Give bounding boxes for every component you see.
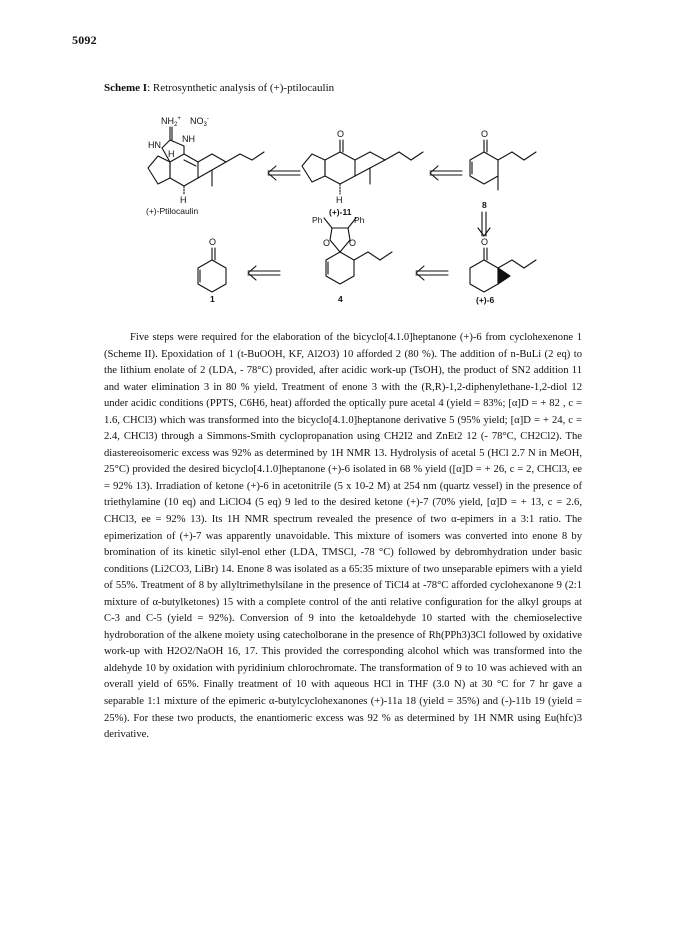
label-compound-ptilocaulin: (+)-Ptilocaulin: [146, 206, 199, 216]
label-o-11: O: [337, 129, 345, 139]
body-text: [104, 330, 582, 744]
label-o-acetal-right: O: [349, 238, 357, 248]
label-compound-8: 8: [482, 200, 487, 210]
label-o-acetal-left: O: [323, 238, 331, 248]
retro-arrow-3: [478, 212, 490, 236]
structure-1: [198, 248, 226, 292]
label-compound-6: (+)-6: [476, 295, 495, 305]
label-no3: $NO_3^-$: [190, 116, 209, 128]
structure-4: [324, 218, 392, 284]
structure-8: [470, 140, 536, 190]
retro-arrow-2: [430, 166, 462, 180]
structure-11: [302, 140, 423, 194]
label-o-8: O: [481, 129, 489, 139]
label-compound-11: (+)-11: [329, 207, 352, 217]
body-paragraph: Five steps were required for the elaboration of the bicyclo[4.1.0]heptanone (+)-6 from cyclohexenone 1 (Scheme II). Epoxidation of 1 (t-BuOOH, KF, Al2O3) 10 afforded 2 (80 %). The addition of n-BuLi (2 eq) to the lithium enolate of 2 (LDA, - 78°C) provided, after acidic work-up (TsOH), the product of SN2 addition 11 and water elimination 3 in 80 % yield. Treatment of enone 3 with the (R,R)-1,2-diphenylethane-1,2-diol 12 under acidic conditions (PPTS, C6H6, heat) afforded the optically pure acetal 4 (yield = 83%; [α]D = + 82 , c = 1.6, CHCl3) which was transformed into the bicyclo[4.1.0]heptanone derivative 5 (95% yield; [α]D = + 24, c = 2.4, CHCl3) through a Simmons-Smith cyclopropanation using CH2I2 and ZnEt2 12 (- 78°C, CH2Cl2). The diastereoisomeric excess was 92% as determined by 1H NMR 13. Hydrolysis of acetal 5 (HCl 2.7 N in MeOH, 25°C) provided the desired bicyclo[4.1.0]heptanone (+)-6 isolated in 68 % yield ([α]D = + 26, c = 2, CHCl3, ee = 92% 13). Irradiation of ketone (+)-6 in acetonitrile (5 x 10-2 M) at 254 nm (quartz vessel) in the presence of triethylamine (10 eq) and LiClO4 (5 eq) 9 led to the desired ketone (+)-7 (70% yield, [α]D = + 13, c = 2.6, CHCl3, ee = 92% 13). Its 1H NMR spectrum revealed the presence of two α-epimers in a 3:1 ratio. The epimerization of (+)-7 was apparently unavoidable. This mixture of isomers was converted into enone 8 by bromination of its kinetic silyl-enol ether (LDA, TMSCl, -78 °C) followed by debromhydration under basic conditions (Li2CO3, LiBr) 14. Enone 8 was isolated as a 65:35 mixture of two unseparable epimers with a yield of 55%. Treatment of 8 by allyltrimethylsilane in the presence of TiCl4 at -78°C afforded cyclohexanone 9 (2:1 mixture of α-butylketones) 15 with a complete control of the anti relative configuration for the alkyl groups at C-3 and C-5 (yield = 92%). Conversion of 9 into the ketoaldehyde 10 started with the chemioselective hydroboration of the alkene moiety using catecholborane in the presence of Rh(PPh3)3Cl followed by oxidative work-up with H2O2/NaOH 16, 17. This provided the corresponding alcohol which was transformed into the aldehyde 10 by oxidation with pyridinium chlorochromate. The transformation of 9 to 10 was achieved with an overall yield of 65%. Finally treatment of 10 with aqueous HCl in THF (3.0 N) at 30 °C for 7 hr gave a separable 1:1 mixture of the epimeric α-butylcyclohexanones (+)-11a 18 (yield = 35%) and (-)-11b 19 (yield = 25%). For these two products, the enantiomeric excess was 92 % as determined by 1H NMR using Eu(hfc)3 derivative.: [104, 332, 582, 741]
label-ph-left: Ph: [312, 215, 323, 225]
label-compound-1: 1: [210, 294, 215, 304]
scheme-caption-label: Scheme I: [104, 82, 148, 94]
label-h-11: H: [336, 195, 343, 205]
page-number: 5092: [72, 33, 97, 47]
structure-6: [470, 248, 536, 292]
retro-arrow-4: [416, 266, 448, 280]
structure-ptilocaulin: [148, 127, 264, 194]
retro-arrow-1: [268, 166, 300, 180]
label-ph-right: Ph: [354, 215, 365, 225]
scheme-caption-text: : Retrosynthetic analysis of (+)-ptilocaulin: [147, 82, 335, 94]
label-hn: HN: [148, 140, 161, 150]
label-o-1: O: [209, 237, 217, 247]
label-compound-4: 4: [338, 294, 343, 304]
label-h-top: H: [168, 149, 175, 159]
label-nh2: $NH_2^+$: [161, 116, 181, 128]
retro-arrow-5: [248, 266, 280, 280]
label-o-6: O: [481, 237, 489, 247]
label-h-ptilocaulin: H: [180, 195, 187, 205]
retrosynthesis-scheme: [0, 0, 683, 330]
label-nh: NH: [182, 134, 195, 144]
